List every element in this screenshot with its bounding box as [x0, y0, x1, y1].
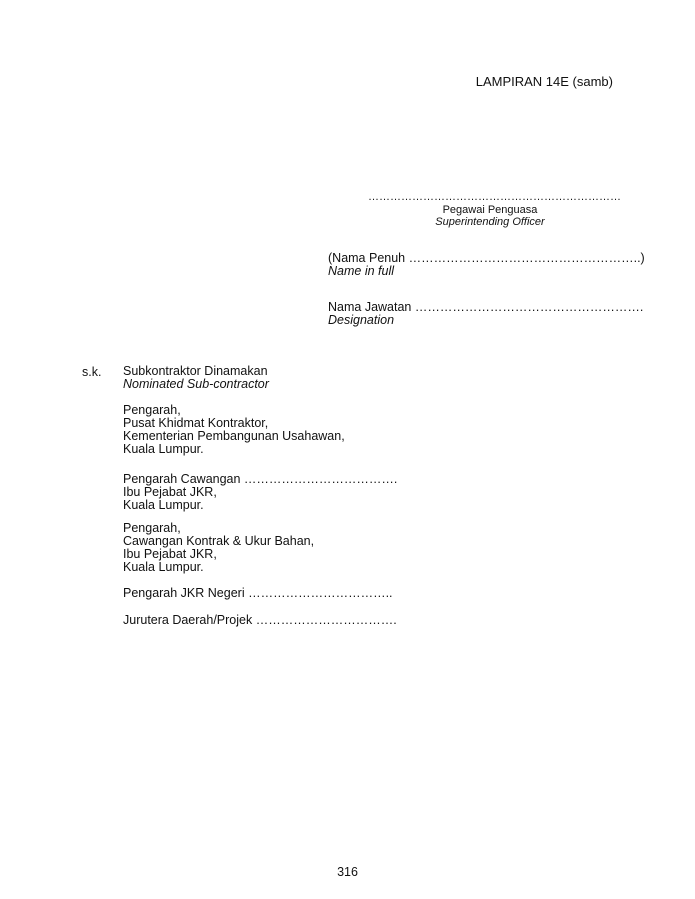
subcontractor-ms: Subkontraktor Dinamakan	[123, 364, 268, 378]
address-line: Ibu Pejabat JKR,	[123, 547, 217, 561]
address-line: Pengarah,	[123, 521, 181, 535]
copy-recipient-subcontractor	[123, 365, 269, 391]
signature-block	[368, 204, 612, 228]
address-line: Pengarah Cawangan ……………………………….	[123, 472, 398, 486]
address-line: Pengarah,	[123, 403, 181, 417]
full-name-label-en: Name in full	[328, 264, 394, 278]
address-line: Pusat Khidmat Kontraktor,	[123, 416, 269, 430]
appendix-heading: LAMPIRAN 14E (samb)	[475, 74, 613, 89]
copy-recipient-pkk	[123, 404, 345, 456]
signature-title-ms: Pegawai Penguasa	[442, 204, 538, 216]
address-line: Cawangan Kontrak & Ukur Bahan,	[123, 534, 315, 548]
copies-label: s.k.	[82, 365, 102, 379]
copy-recipient-district-engineer: Jurutera Daerah/Projek …………………………….	[123, 613, 397, 627]
full-name-field	[328, 252, 645, 278]
designation-label-ms: Nama Jawatan ……………………………………………….	[328, 300, 644, 314]
address-line: Kuala Lumpur.	[123, 442, 204, 456]
address-line: Ibu Pejabat JKR,	[123, 485, 217, 499]
full-name-label-ms: (Nama Penuh ………………………………………………..)	[328, 251, 645, 265]
address-line: Kuala Lumpur.	[123, 498, 204, 512]
signature-line: ……………………………………………………………	[368, 191, 621, 203]
designation-field	[328, 301, 643, 327]
designation-label-en: Designation	[328, 313, 395, 327]
subcontractor-en: Nominated Sub-contractor	[123, 377, 269, 391]
signature-title-en: Superintending Officer	[435, 216, 545, 228]
address-line: Kementerian Pembangunan Usahawan,	[123, 429, 345, 443]
page-number: 316	[337, 865, 358, 879]
copy-recipient-branch-director	[123, 473, 397, 512]
copy-recipient-state-director: Pengarah JKR Negeri ……………………………..	[123, 586, 393, 600]
address-line: Kuala Lumpur.	[123, 560, 204, 574]
copy-recipient-contract-branch	[123, 522, 314, 574]
